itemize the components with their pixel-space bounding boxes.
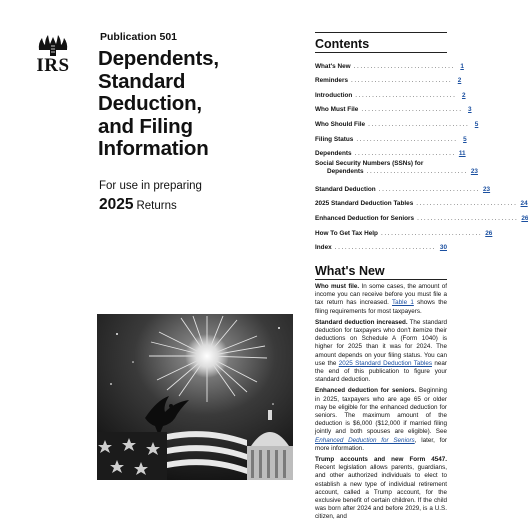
toc-page-link[interactable]: 3 [468, 106, 472, 114]
paragraph-who-must-file: Who must file. In some cases, the amount of income you can receive before you must file a tax return has increased. Table 1 shows the filing requirements for most taxpayers. [315, 283, 447, 315]
enhanced-deduction-link[interactable]: Enhanced Deduction for Seniors [315, 436, 415, 444]
toc-page-link[interactable]: 5 [463, 135, 467, 143]
contents-top-rule [315, 32, 447, 33]
toc-item-index[interactable]: Index .............................. 30 [315, 244, 447, 252]
paragraph-enhanced-deduction: Enhanced deduction for seniors. Beginning in 2025, taxpayers who are age 65 or older may be eligible for the enhanced deduction for seniors. The maximum amount of the deduction is $6,000 ($12,000 if married filing jointly and both spouses are eligible). See Enhanced Deduction for Seniors, later, for more information. [315, 387, 447, 452]
title-line: Deduction, [98, 92, 202, 115]
toc-page-link[interactable]: 23 [482, 185, 491, 193]
paragraph-trump-accounts: Trump accounts and new Form 4547. Recent legislation allows parents, guardians, and other authorized individuals to elect to establish a new type of individual retirement account, called a Trump account, for the exclusive benefit of certain children. If the child was born after 2024 and before 2029, is a U.S. citizen, and [315, 456, 447, 521]
toc-page-link[interactable]: 2 [457, 77, 462, 85]
for-use-text: For use in preparing [99, 180, 202, 192]
toc-page-link[interactable]: 2 [461, 91, 466, 99]
toc-page-link[interactable]: 26 [485, 229, 493, 237]
title-line: Standard [98, 69, 186, 93]
paragraph-lead: Who must file. [315, 283, 360, 290]
toc-item-ssns-for-dependents[interactable]: Social Security Numbers (SSNs) for Dependents .............................. 23 [315, 160, 478, 176]
toc-item-standard-deduction-tables[interactable]: 2025 Standard Deduction Tables .............................. 24 [315, 200, 528, 208]
document-title [98, 48, 288, 161]
toc-item-enhanced-deduction[interactable]: Enhanced Deduction for Seniors .............................. 26 [315, 214, 528, 222]
whats-new-rule [315, 279, 447, 280]
toc-page-link[interactable]: 1 [460, 62, 464, 70]
toc-page-link[interactable]: 26 [521, 214, 528, 222]
toc-item-whats-new[interactable]: What's New .............................. 1 [315, 62, 464, 70]
returns-label: Returns [136, 200, 177, 212]
toc-page-link[interactable]: 5 [474, 120, 479, 128]
toc-item-standard-deduction[interactable]: Standard Deduction .............................. 23 [315, 185, 491, 193]
table-1-link[interactable]: Table 1 [392, 299, 414, 307]
publication-number: Publication 501 [100, 31, 178, 43]
whats-new-heading: What's New [315, 264, 385, 278]
paragraph-lead: Standard deduction increased. [315, 318, 408, 326]
title-line: and Filing [98, 114, 193, 138]
toc-item-who-must-file[interactable]: Who Must File .............................. 3 [315, 106, 472, 114]
title-line: Dependents, [98, 47, 219, 70]
contents-heading: Contents [315, 37, 370, 51]
tax-year: 2025 [99, 196, 134, 213]
toc-item-dependents[interactable]: Dependents .............................. 11 [315, 150, 466, 158]
toc-page-link[interactable]: 24 [520, 200, 528, 208]
paragraph-lead: Trump accounts and new Form 4547. [315, 456, 447, 464]
whats-new-body [315, 283, 447, 525]
cover-illustration [97, 314, 293, 480]
toc-item-introduction[interactable]: Introduction .............................. 2 [315, 91, 466, 99]
irs-logo [36, 34, 70, 78]
toc-item-filing-status[interactable]: Filing Status .............................. 5 [315, 135, 467, 143]
toc-item-tax-help[interactable]: How To Get Tax Help .............................. 26 [315, 229, 493, 237]
toc-page-link[interactable]: 11 [458, 150, 466, 158]
toc-item-who-should-file[interactable]: Who Should File .............................. 5 [315, 120, 479, 128]
toc-page-link[interactable]: 30 [439, 244, 447, 252]
cover-image [97, 314, 293, 480]
paragraph-standard-deduction: Standard deduction increased. The standard deduction for taxpayers who don't itemize their deductions on Schedule A (Form 1040) is higher for 2025 than it was for 2024. The amount depends on your filing status. You can use the 2025 Standard Deduction Tables near the end of this publication to figure your standard deduction. [315, 318, 447, 384]
title-line: Information [98, 137, 209, 160]
paragraph-lead: Enhanced deduction for seniors. [315, 387, 417, 395]
toc-page-link[interactable]: 23 [470, 168, 478, 176]
logo-text: IRS [36, 55, 70, 76]
table-of-contents [315, 56, 528, 252]
contents-bottom-rule [315, 52, 447, 53]
standard-deduction-tables-link[interactable]: 2025 Standard Deduction Tables [338, 359, 432, 367]
toc-item-reminders[interactable]: Reminders .............................. 2 [315, 77, 462, 85]
tax-year-line [99, 196, 177, 214]
